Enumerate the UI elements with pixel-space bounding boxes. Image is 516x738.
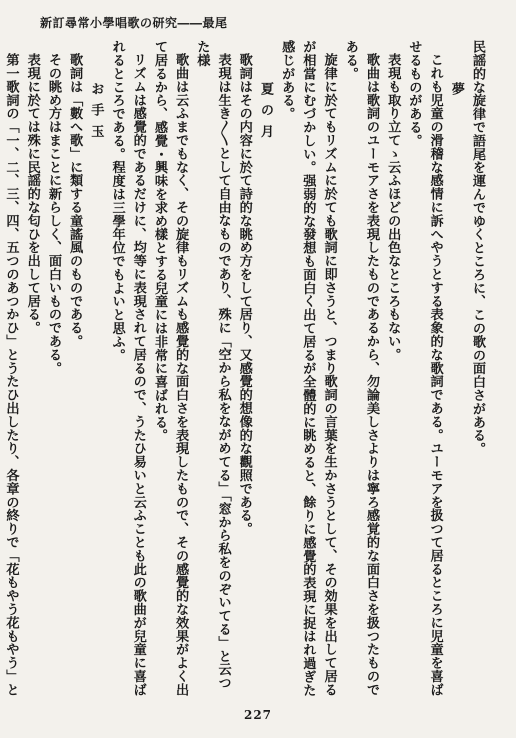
paragraph: 歌曲は云ふまでもなく、その旋律もリズムも感覺的な面白さを表現したもので、その感覺的な效果がよく出て居るから、感覺・興味を求め樣とする兒童には非常に喜ばれる。 xyxy=(151,40,189,697)
paragraph: 旋律に於てもリズムに於ても歌詞に即さうと、つまり歌詞の言葉を生かさうとして、その効果を出して居るが相當にむづかしい。强弱的な發想も面白く出て居るが全體的に眺めると、餘りに感覺的表現に捉はれ過ぎた感じがある。 xyxy=(279,40,337,697)
running-head: 新訂尋常小學唱歌の研究――最尾 xyxy=(40,16,228,30)
paragraph: 歌曲は歌詞のユーモアさを表現したものであるから、勿論美しさよりは寧ろ感覚的な面白さを扱つたものである。 xyxy=(342,40,379,697)
paragraph: これも児童の滑稽な感情に訴へやうとする表象的な歌詞である。ユーモアを扱つて居るところに児童を喜ばせるものがある。 xyxy=(406,40,443,697)
page-number: 227 xyxy=(243,708,273,722)
paragraph: 第一歌詞の「一、二、三、四、五つのあつかひ」とうたひ出したり、各章の終りで「花もやう花もやう」と xyxy=(3,53,19,697)
paragraph: 民謡的な旋律で語尾を運んでゆくところに、この歌の面白さがある。 xyxy=(470,40,485,456)
paragraph: 表現も取り立てゝ云ふほどの出色なところもない。 xyxy=(385,53,401,362)
paragraph: リズムは感覺的であるだけに、均等に表現されて居るので、うたひ易いと云ふことも此の歌曲が兒童に喜ばれるところである。程度は三學年位でもよいと思ふ。 xyxy=(109,40,146,697)
paragraph: 歌詞は「數へ歌」に類する童謠風のものである。 xyxy=(67,53,83,348)
section-heading: お手玉 xyxy=(88,82,104,146)
section-heading: 夏の月 xyxy=(257,82,273,146)
vertical-text-block xyxy=(3,40,488,700)
paragraph: 表現に於ては殊に民謡的な匂ひを出して居る。 xyxy=(24,53,40,335)
paragraph: 表現は生き〳〵として自由なものであり、殊に「空から私をながめてる」「窓から私をのぞいてる」と云つた様 xyxy=(194,40,231,690)
paragraph: 歌詞はその内容に於て詩的な眺め方をして居り、又感覺的想像的な觀照である。 xyxy=(236,53,252,536)
paragraph: その眺め方はまことに新らしく、面白いものである。 xyxy=(45,53,61,375)
section-heading: 夢 xyxy=(448,82,464,104)
